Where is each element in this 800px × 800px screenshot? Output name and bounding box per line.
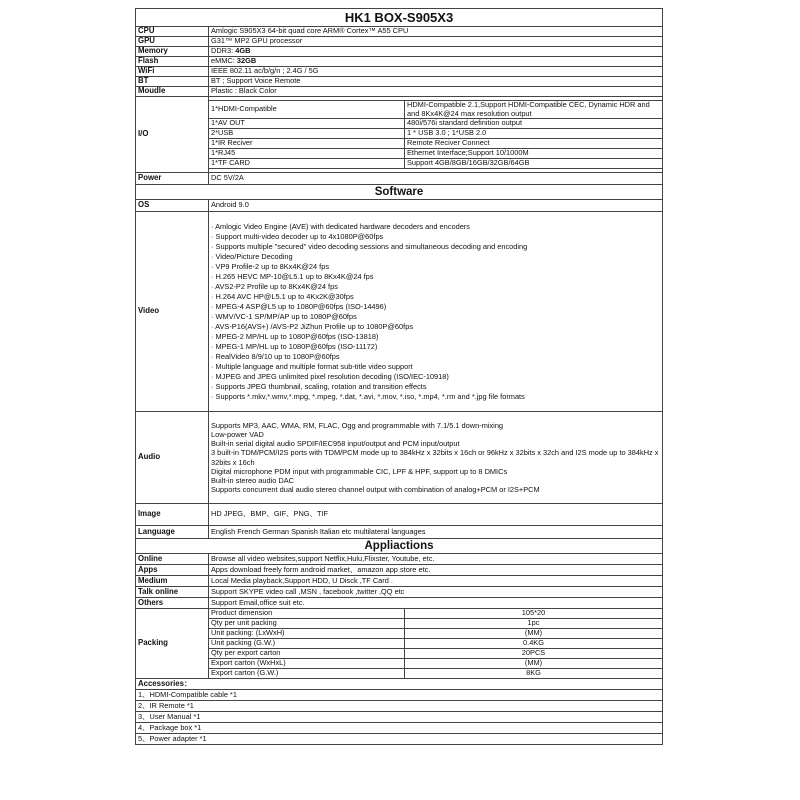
cpu-value: Amlogic S905X3 64-bit quad core ARM® Cortex™ A55 CPU (209, 27, 663, 37)
wifi-value: IEEE 802.11 ac/b/g/n ; 2.4G / 5G (209, 67, 663, 77)
audio-feature: 3 built-in TDM/PCM/I2S ports with TDM/PCM mode up to 384kHz x 32bits x 16ch or 96kHz x 32bits x 32ch and I2S mode up to 384kHz x 32bits x 16ch (211, 448, 659, 467)
io-desc: HDMI-Compatible 2.1,Support HDMI-Compatible CEC, Dynamic HDR and and 8Kx4K@24 max resolution output (405, 101, 663, 119)
others-label: Others (136, 598, 209, 609)
memory-size: 4GB (235, 46, 251, 56)
power-value: DC 5V/2A (209, 173, 663, 185)
language-label: Language (136, 526, 209, 539)
bt-label: BT (136, 77, 209, 87)
apps-label: Apps (136, 565, 209, 576)
spec-sheet (135, 8, 662, 745)
io-port: 1*HDMI-Compatible (209, 101, 405, 119)
io-port: 1*TF CARD (209, 159, 405, 169)
video-label: Video (136, 212, 209, 412)
accessory-item: 5、Power adapter *1 (136, 734, 663, 745)
power-label: Power (136, 173, 209, 185)
packing-value: (MM) (405, 629, 663, 639)
packing-item: Qty per export carton (209, 649, 405, 659)
video-feature: · RealVideo 8/9/10 up to 1080P@60fps (211, 351, 340, 361)
accessory-item: 1、HDMI-Compatible cable *1 (136, 690, 663, 701)
flash-label: Flash (136, 57, 209, 67)
video-feature: · MPEG-4 ASP@L5 up to 1080P@60fps (ISO-14496) (211, 301, 387, 311)
wifi-label: WiFi (136, 67, 209, 77)
image-value: HD JPEG、BMP、GIF、PNG、TIF (209, 504, 663, 526)
io-desc: Support 4GB/8GB/16GB/32GB/64GB (405, 159, 663, 169)
packing-item: Product dimension (209, 609, 405, 619)
packing-value: 20PCS (405, 649, 663, 659)
applications-heading: Appliactions (136, 539, 663, 554)
online-value: Browse all video websites,support Netflix,Hulu,Flixster, Youtube, etc. (209, 554, 663, 565)
audio-feature: Supports concurrent dual audio stereo channel output with combination of analog+PCM or I2S+PCM (211, 485, 540, 495)
video-feature: · Video/Picture Decoding (211, 251, 293, 261)
video-feature: · AVS-P16(AVS+) /AVS-P2 JiZhun Profile up to 1080P@60fps (211, 321, 414, 331)
software-heading: Software (136, 185, 663, 200)
flash-value (209, 57, 663, 67)
video-feature: · AVS2-P2 Profile up to 8Kx4K@24 fps (211, 281, 338, 291)
gpu-label: GPU (136, 37, 209, 47)
medium-value: Local Media playback,Support HDD, U Disck ,TF Card . (209, 576, 663, 587)
packing-item: Unit packing: (LxWxH) (209, 629, 405, 639)
os-label: OS (136, 200, 209, 212)
accessories-heading: Accessories： (136, 679, 663, 690)
packing-item: Export carton (WxHxL) (209, 659, 405, 669)
video-features (209, 212, 663, 412)
io-label: I/O (136, 97, 209, 173)
packing-value: 1pc (405, 619, 663, 629)
bt-value: BT ; Support Voice Remote (209, 77, 663, 87)
packing-value: 8KG (405, 669, 663, 679)
talk-value: Support SKYPE video call ,MSN , facebook ,twitter ,QQ etc (209, 587, 663, 598)
moudle-label: Moudle (136, 87, 209, 97)
video-feature: · MJPEG and JPEG unlimited pixel resolution decoding (ISO/IEC-10918) (211, 371, 449, 381)
video-feature: · WMV/VC-1 SP/MP/AP up to 1080P@60fps (211, 311, 357, 321)
video-feature: · Supports *.mkv,*.wmv,*.mpg, *.mpeg, *.dat, *.avi, *.mov, *.iso, *.mp4, *.rm and *.jpg file formats (211, 391, 525, 401)
online-label: Online (136, 554, 209, 565)
packing-item: Unit packing (G.W.) (209, 639, 405, 649)
product-title: HK1 BOX-S905X3 (136, 9, 663, 27)
spec-table (135, 8, 663, 745)
video-feature: · Amlogic Video Engine (AVE) with dedicated hardware decoders and encoders (211, 221, 470, 231)
audio-label: Audio (136, 412, 209, 504)
packing-value: 0.4KG (405, 639, 663, 649)
accessory-item: 4、Package box *1 (136, 723, 663, 734)
packing-item: Export carton (G.W.) (209, 669, 405, 679)
video-feature: · MPEG-2 MP/HL up to 1080P@60fps (ISO-13818) (211, 331, 379, 341)
video-feature: · Supports multiple "secured" video decoding sessions and simultaneous decoding and encoding (211, 241, 528, 251)
audio-feature: Digital microphone PDM input with programmable CIC, LPF & HPF, support up to 8 DMICs (211, 466, 508, 476)
io-desc: Ethernet Interface;Support 10/1000M (405, 149, 663, 159)
apps-value: Apps download freely form android market、amazon app store etc. (209, 565, 663, 576)
video-feature: · Multiple language and multiple format sub-title video support (211, 361, 413, 371)
accessory-item: 2、IR Remote *1 (136, 701, 663, 712)
video-feature: · VP9 Profile-2 up to 8Kx4K@24 fps (211, 261, 330, 271)
packing-value: (MM) (405, 659, 663, 669)
flash-prefix: eMMC: (211, 56, 237, 66)
io-port: 2*USB (209, 129, 405, 139)
accessory-item: 3、User Manual *1 (136, 712, 663, 723)
medium-label: Medium (136, 576, 209, 587)
io-port: 1*RJ45 (209, 149, 405, 159)
io-desc: 480i/576i standard definition output (405, 119, 663, 129)
packing-item: Qty per unit packing (209, 619, 405, 629)
video-feature: · Supports JPEG thumbnail, scaling, rotation and transition effects (211, 381, 427, 391)
io-port: 1*AV OUT (209, 119, 405, 129)
image-label: Image (136, 504, 209, 526)
others-value: Support Email,office suit etc. (209, 598, 663, 609)
video-feature: · Support multi-video decoder up to 4x1080P@60fps (211, 231, 384, 241)
packing-label: Packing (136, 609, 209, 679)
video-feature: · H.264 AVC HP@L5.1 up to 4Kx2K@30fps (211, 291, 354, 301)
audio-feature: Built-in stereo audio DAC (211, 476, 294, 486)
os-value: Android 9.0 (209, 200, 663, 212)
video-feature: · MPEG-1 MP/HL up to 1080P@60fps (ISO-11172) (211, 341, 378, 351)
audio-feature: Supports MP3, AAC, WMA, RM, FLAC, Ogg and programmable with 7.1/5.1 down-mixing (211, 420, 504, 430)
talk-label: Talk online (136, 587, 209, 598)
io-desc: 1 * USB 3.0 ; 1*USB 2.0 (405, 129, 663, 139)
audio-features (209, 412, 663, 504)
io-port: 1*IR Reciver (209, 139, 405, 149)
language-value: English French German Spanish Italian etc multilateral languages (209, 526, 663, 539)
memory-value (209, 47, 663, 57)
audio-feature: Low-power VAD (211, 430, 264, 440)
cpu-label: CPU (136, 27, 209, 37)
memory-label: Memory (136, 47, 209, 57)
video-feature: · H.265 HEVC MP-10@L5.1 up to 8Kx4K@24 fps (211, 271, 374, 281)
gpu-value: G31™ MP2 GPU processor (209, 37, 663, 47)
moudle-value: Plastic : Black Color (209, 87, 663, 97)
packing-value: 105*20 (405, 609, 663, 619)
flash-size: 32GB (236, 56, 257, 66)
io-desc: Remote Reciver Connect (405, 139, 663, 149)
audio-feature: Built-in serial digital audio SPDIF/IEC958 input/output and PCM input/output (211, 439, 460, 449)
memory-prefix: DDR3: (211, 46, 236, 56)
